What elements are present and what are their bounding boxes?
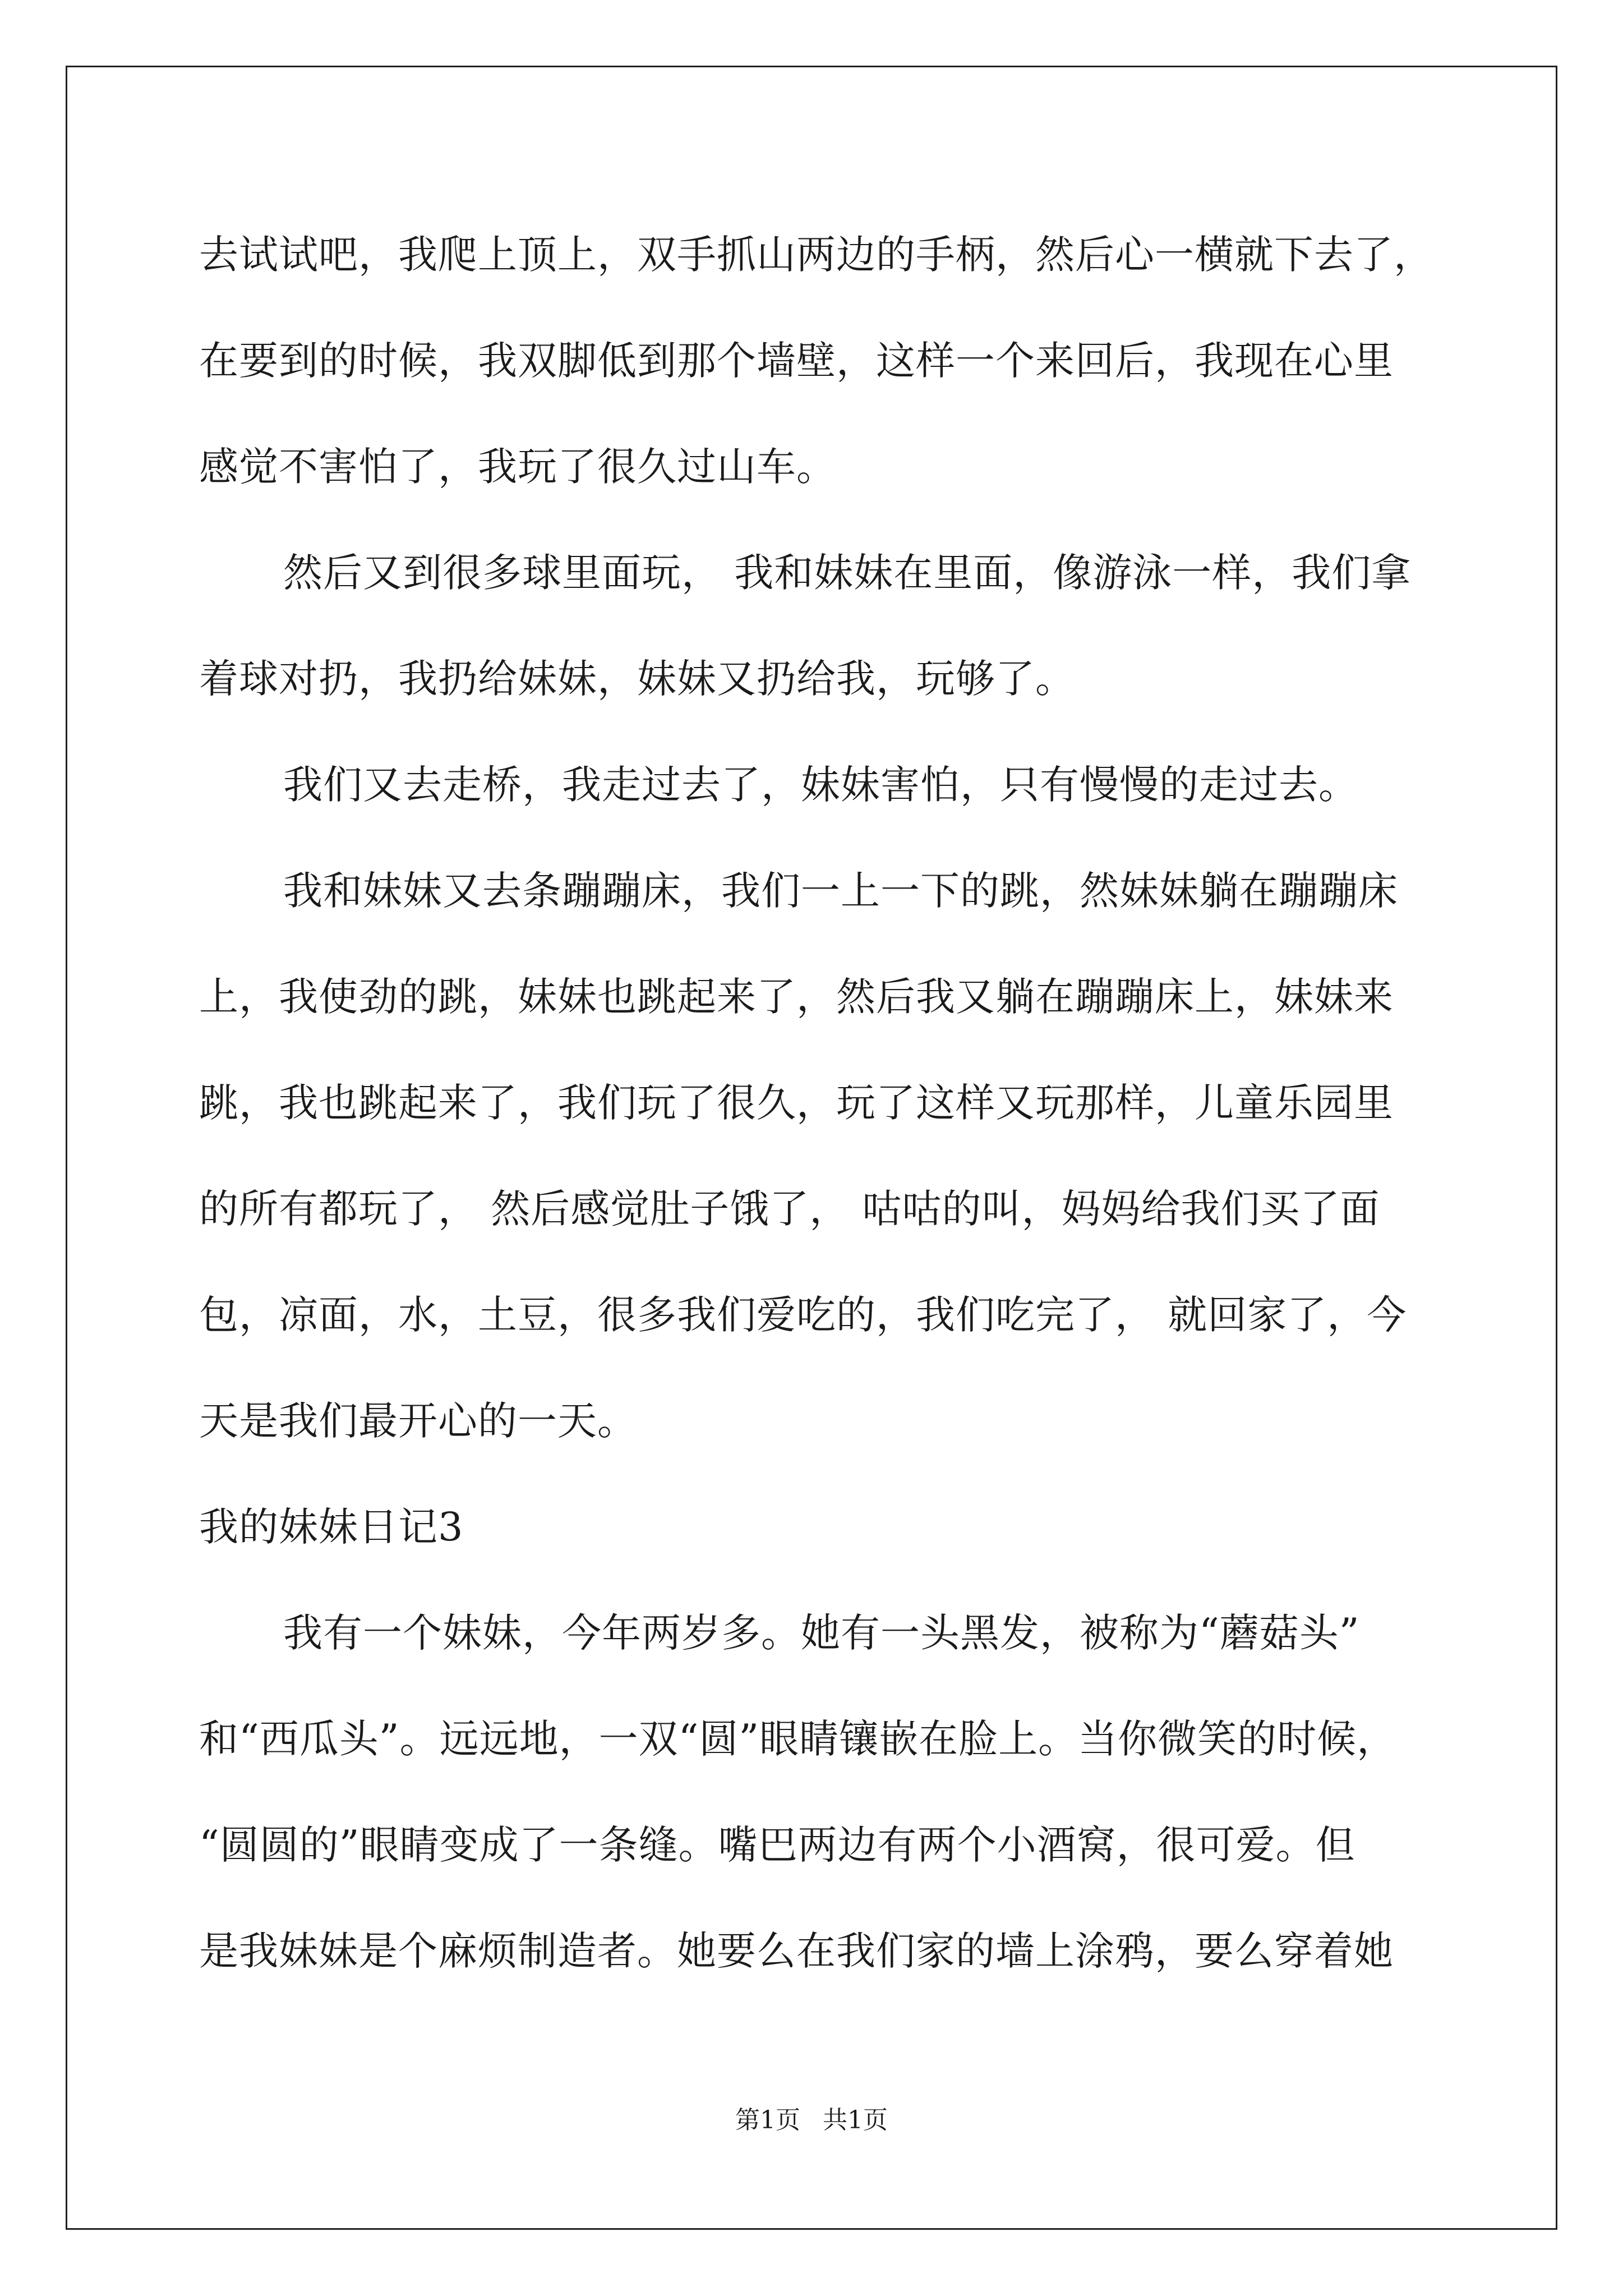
- text-line: 是我妹妹是个麻烦制造者。她要么在我们家的墙上涂鸦，要么穿着她: [199, 1928, 1394, 1974]
- text-line: 在要到的时候，我双脚低到那个墙壁，这样一个来回后，我现在心里: [199, 338, 1394, 384]
- text-line: 感觉不害怕了，我玩了很久过山车。: [199, 444, 836, 490]
- text-line: 我们又去走桥，我走过去了，妹妹害怕，只有慢慢的走过去。: [283, 762, 1358, 808]
- page-number: 第1页: [735, 2106, 800, 2134]
- page-total: 共1页: [823, 2106, 888, 2134]
- text-line: 去试试吧，我爬上顶上，双手抓山两边的手柄，然后心一横就下去了，: [199, 232, 1433, 278]
- text-line: 跳，我也跳起来了，我们玩了很久，玩了这样又玩那样，儿童乐园里: [199, 1080, 1394, 1126]
- text-line: 上，我使劲的跳，妹妹也跳起来了，然后我又躺在蹦蹦床上，妹妹来: [199, 974, 1394, 1020]
- text-line: 然后又到很多球里面玩， 我和妹妹在里面，像游泳一样，我们拿: [283, 550, 1412, 596]
- text-line: 包，凉面，水，土豆，很多我们爱吃的，我们吃完了， 就回家了，今: [199, 1292, 1407, 1338]
- text-line: 和“西瓜头”。远远地，一双“圆”眼睛镶嵌在脸上。当你微笑的时候，: [199, 1716, 1397, 1762]
- text-line: 我和妹妹又去条蹦蹦床，我们一上一下的跳，然妹妹躺在蹦蹦床: [283, 868, 1398, 914]
- text-line: “圆圆的”眼睛变成了一条缝。嘴巴两边有两个小酒窝，很可爱。但: [199, 1822, 1355, 1868]
- page-footer: [0, 2104, 1623, 2137]
- section-heading: 我的妹妹日记3: [199, 1504, 464, 1550]
- text-line: 的所有都玩了， 然后感觉肚子饿了， 咕咕的叫，妈妈给我们买了面: [199, 1186, 1380, 1232]
- document-body: [199, 202, 1433, 2004]
- text-line: 天是我们最开心的一天。: [199, 1398, 637, 1444]
- text-line: 着球对扔，我扔给妹妹，妹妹又扔给我，玩够了。: [199, 656, 1075, 702]
- text-line: 我有一个妹妹，今年两岁多。她有一头黑发，被称为“蘑菇头”: [283, 1610, 1360, 1656]
